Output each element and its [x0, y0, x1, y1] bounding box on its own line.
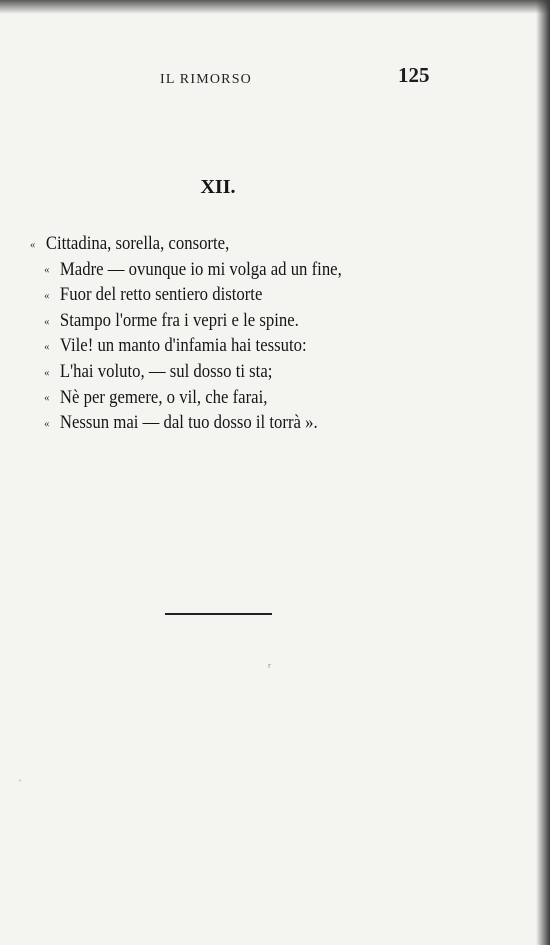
quote-mark: «	[44, 364, 50, 379]
quote-mark: «	[44, 313, 50, 328]
quote-mark: «	[44, 262, 50, 277]
ink-speck: ʳ	[268, 660, 271, 674]
end-of-section-rule	[165, 613, 272, 615]
section-heading: XII.	[200, 176, 236, 198]
ink-speck: ˌ	[18, 768, 22, 782]
quote-mark: «	[30, 236, 36, 251]
quote-mark: «	[44, 288, 50, 303]
poem-line-text: Cittadina, sorella, consorte,	[45, 233, 230, 254]
poem-line	[30, 359, 408, 385]
quote-mark: «	[44, 390, 50, 405]
poem-line-text: Vile! un manto d'infamia hai tessuto:	[59, 335, 307, 357]
poem-line	[30, 308, 408, 334]
poem-line	[30, 257, 408, 283]
poem-line	[30, 385, 408, 411]
poem-line	[30, 333, 408, 359]
quote-mark: «	[44, 339, 50, 354]
running-title: IL RIMORSO	[160, 72, 252, 87]
poem-line	[30, 231, 408, 257]
poem-line-text: Stampo l'orme fra i vepri e le spine.	[59, 309, 299, 331]
quote-mark: «	[44, 416, 50, 430]
poem-line-text: Fuor del retto sentiero distorte	[59, 284, 263, 306]
poem-line-text: L'hai voluto, — sul dosso ti sta;	[59, 360, 273, 382]
poem-line-text: Nessun mai — dal tuo dosso il torrà ».	[59, 412, 318, 434]
poem-line	[30, 410, 408, 436]
poem-line-text: Madre — ovunque io mi volga ad un fine,	[59, 258, 342, 280]
poem-stanza	[30, 231, 460, 436]
page-top-shadow	[0, 0, 550, 14]
poem-line-text: Nè per gemere, o vil, che farai,	[59, 386, 268, 408]
page-number: 125	[398, 63, 430, 87]
page-right-shadow	[536, 0, 550, 945]
poem-line	[30, 282, 408, 308]
